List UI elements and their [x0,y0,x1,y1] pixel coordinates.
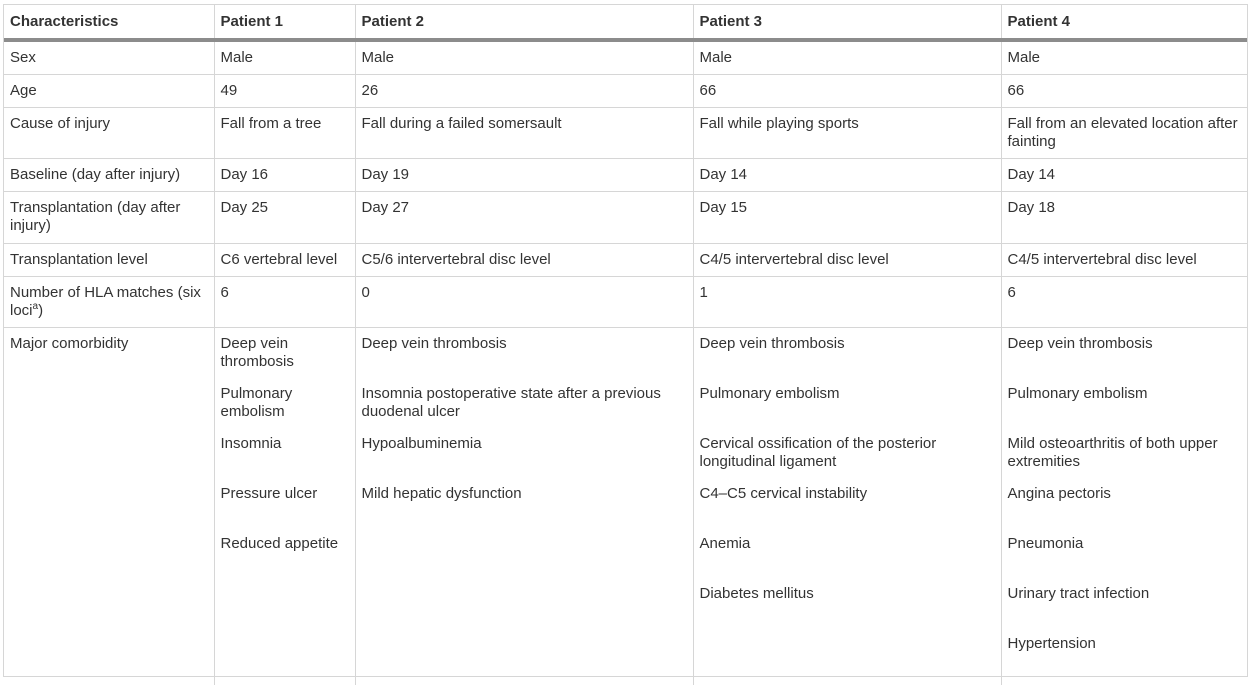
row-label-close: ) [38,302,43,319]
table-cell: 6 [214,277,355,328]
column-header-patient-4: Patient 4 [1001,5,1247,40]
row-label: Transplantation level [4,244,214,277]
table-row-baseline [4,159,1247,192]
table-cell [355,328,693,685]
table-cell [1001,328,1247,685]
patient-characteristics-table [4,5,1247,685]
list-item: Pulmonary embolism [1008,385,1242,403]
table-row-comorbidity [4,328,1247,685]
table-cell: Fall while playing sports [693,108,1001,159]
table-cell: Day 18 [1001,192,1247,244]
list-item: Deep vein thrombosis [221,335,349,371]
list-item: Hypertension [1008,635,1242,653]
table-cell: Male [693,40,1001,75]
row-label: Baseline (day after injury) [4,159,214,192]
table-cell: C4/5 intervertebral disc level [693,244,1001,277]
list-item: C4–C5 cervical instability [700,485,995,503]
table-cell [214,328,355,685]
list-item: Pressure ulcer [221,485,349,503]
list-item: Pulmonary embolism [221,385,349,421]
table-cell: Day 14 [693,159,1001,192]
list-item: Reduced appetite [221,535,349,553]
table-cell: Day 19 [355,159,693,192]
table-cell: Day 14 [1001,159,1247,192]
row-label-text: Number of HLA matches (six loci [10,284,201,319]
list-item: Insomnia [221,435,349,453]
table-cell: Male [355,40,693,75]
list-item: Cervical ossification of the posterior longitudinal ligament [700,435,995,471]
comorbidity-list [1008,335,1242,653]
table-cell: Fall during a failed somersault [355,108,693,159]
row-label: Sex [4,40,214,75]
list-item: Deep vein thrombosis [1008,335,1242,353]
list-item: Diabetes mellitus [700,585,995,603]
table-cell: 49 [214,75,355,108]
row-label: Age [4,75,214,108]
comorbidity-list [700,335,995,603]
row-label: Cause of injury [4,108,214,159]
table-cell: Male [214,40,355,75]
footnote-marker: a [33,301,39,312]
table-cell: Fall from an elevated location after fainting [1001,108,1247,159]
table-header-row [4,5,1247,40]
table-row-hla-matches [4,277,1247,328]
table-cell: Day 27 [355,192,693,244]
table-cell: 6 [1001,277,1247,328]
list-item: Hypoalbuminemia [362,435,687,453]
table-cell: 66 [693,75,1001,108]
table-cell: Day 25 [214,192,355,244]
table-cell: C4/5 intervertebral disc level [1001,244,1247,277]
column-header-patient-1: Patient 1 [214,5,355,40]
table-cell [693,328,1001,685]
column-header-patient-2: Patient 2 [355,5,693,40]
table-cell: Male [1001,40,1247,75]
table-row-transplantation-level [4,244,1247,277]
table-row-transplantation [4,192,1247,244]
list-item: Pneumonia [1008,535,1242,553]
table-cell: Fall from a tree [214,108,355,159]
list-item: Urinary tract infection [1008,585,1242,603]
table-cell: 0 [355,277,693,328]
table-cell: 26 [355,75,693,108]
list-item: Deep vein thrombosis [362,335,687,353]
list-item: Anemia [700,535,995,553]
list-item: Mild osteoarthritis of both upper extremities [1008,435,1242,471]
list-item: Deep vein thrombosis [700,335,995,353]
list-item: Insomnia postoperative state after a previous duodenal ulcer [362,385,687,421]
comorbidity-list [221,335,349,553]
column-header-characteristics: Characteristics [4,5,214,40]
list-item: Pulmonary embolism [700,385,995,403]
table-cell: C5/6 intervertebral disc level [355,244,693,277]
table-cell: 66 [1001,75,1247,108]
row-label: Transplantation (day after injury) [4,192,214,244]
table-cell: 1 [693,277,1001,328]
table-row-age [4,75,1247,108]
row-label [4,277,214,328]
row-label: Major comorbidity [4,328,214,685]
table-cell: C6 vertebral level [214,244,355,277]
table-frame [3,4,1248,677]
table-cell: Day 16 [214,159,355,192]
list-item: Mild hepatic dysfunction [362,485,687,503]
column-header-patient-3: Patient 3 [693,5,1001,40]
list-item: Angina pectoris [1008,485,1242,503]
table-cell: Day 15 [693,192,1001,244]
comorbidity-list [362,335,687,503]
table-row-sex [4,40,1247,75]
table-row-cause [4,108,1247,159]
